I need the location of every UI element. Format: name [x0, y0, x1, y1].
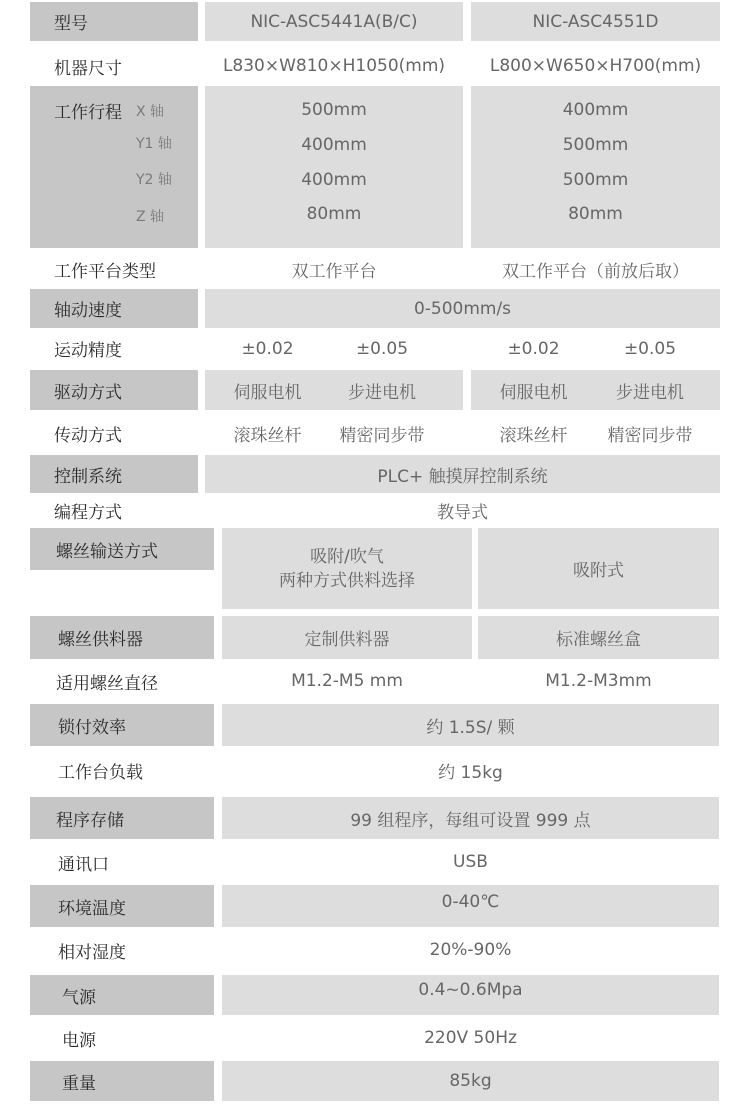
control-system-value: PLC+ 触摸屏控制系统	[205, 455, 720, 493]
label-machine-size: 机器尺寸	[54, 58, 122, 79]
label-control-system: 控制系统	[30, 455, 198, 493]
drive-value-1: 伺服电机	[233, 382, 302, 403]
axis-y2-label: Y2 轴	[136, 172, 172, 188]
label-drive-mode: 驱动方式	[30, 370, 198, 410]
screw-feeder-value-2: 标准螺丝盒	[478, 616, 719, 659]
travel-z-value-2: 80mm	[568, 204, 623, 224]
label-screw-feeding: 螺丝输送方式	[30, 528, 214, 570]
drive-value-4: 步进电机	[616, 382, 684, 403]
transmission-value-2: 精密同步带	[339, 425, 425, 446]
travel-y1-value-2: 500mm	[562, 135, 629, 155]
model-value-2: NIC-ASC4551D	[471, 2, 720, 41]
program-storage-value: 99 组程序，每组可设置 999 点	[222, 797, 719, 839]
screw-feeding-line-1: 吸附/吹气	[310, 546, 384, 567]
programming-value: 教导式	[437, 502, 488, 523]
label-motion-accuracy: 运动精度	[54, 341, 122, 361]
screw-diameter-value-2: M1.2-M3mm	[545, 671, 652, 691]
table-load-value: 约 15kg	[438, 762, 503, 783]
transmission-value-3: 滚珠丝杆	[499, 425, 568, 446]
travel-y2-value-2: 500mm	[562, 170, 629, 190]
label-weight: 重量	[30, 1061, 214, 1101]
label-table-load: 工作台负载	[58, 762, 143, 783]
drive-value-3: 伺服电机	[499, 382, 568, 403]
locking-efficiency-value: 约 1.5S/ 颗	[222, 704, 719, 746]
label-locking-efficiency: 锁付效率	[30, 704, 214, 746]
label-screw-diameter: 适用螺丝直径	[56, 673, 158, 694]
travel-x-value-2: 400mm	[562, 100, 629, 120]
axis-z-label: Z 轴	[136, 209, 165, 225]
air-source-value: 0.4~0.6Mpa	[222, 975, 719, 1015]
screw-feeding-value-1	[222, 528, 472, 609]
machine-size-value-1: L830×W810×H1050(mm)	[222, 56, 446, 76]
accuracy-value-3: ±0.02	[507, 338, 560, 359]
travel-z-value-1: 80mm	[306, 204, 362, 224]
accuracy-value-2: ±0.05	[355, 338, 409, 359]
comm-port-value: USB	[453, 852, 488, 872]
label-program-storage: 程序存储	[30, 797, 214, 839]
screw-diameter-value-1: M1.2-M5 mm	[291, 671, 403, 691]
label-screw-feeder: 螺丝供料器	[30, 616, 214, 659]
travel-y1-value-1: 400mm	[301, 135, 367, 155]
platform-type-value-1: 双工作平台	[291, 261, 377, 282]
drive-value-2: 步进电机	[348, 382, 416, 403]
screw-feeding-value-2: 吸附式	[478, 528, 719, 609]
label-axis-speed: 轴动速度	[30, 289, 198, 328]
label-comm-port: 通讯口	[58, 854, 109, 875]
platform-type-value-2: 双工作平台（前放后取）	[502, 261, 689, 282]
model-value-1: NIC-ASC5441A(B/C)	[205, 2, 463, 41]
ambient-temperature-value: 0-40℃	[222, 885, 719, 927]
screw-feeding-line-2: 两种方式供料选择	[279, 570, 415, 591]
label-travel: 工作行程	[54, 103, 122, 123]
travel-y2-value-1: 400mm	[301, 170, 367, 190]
relative-humidity-value: 20%-90%	[429, 940, 512, 960]
travel-x-value-1: 500mm	[301, 100, 367, 120]
label-model: 型号	[30, 2, 198, 41]
label-platform-type: 工作平台类型	[54, 261, 156, 282]
screw-feeder-value-1: 定制供料器	[222, 616, 472, 659]
power-supply-value: 220V 50Hz	[424, 1028, 517, 1048]
accuracy-value-4: ±0.05	[623, 338, 677, 359]
transmission-value-1: 滚珠丝杆	[233, 425, 302, 446]
weight-value: 85kg	[222, 1061, 719, 1101]
axis-y1-label: Y1 轴	[136, 136, 172, 152]
label-transmission: 传动方式	[54, 425, 122, 446]
axis-speed-value: 0-500mm/s	[205, 289, 720, 328]
axis-x-label: X 轴	[136, 104, 165, 120]
label-programming: 编程方式	[54, 502, 122, 523]
accuracy-value-1: ±0.02	[241, 338, 294, 359]
label-power-supply: 电源	[62, 1030, 96, 1051]
label-air-source: 气源	[30, 975, 214, 1015]
transmission-value-4: 精密同步带	[607, 425, 693, 446]
machine-size-value-2: L800×W650×H700(mm)	[489, 56, 702, 76]
label-relative-humidity: 相对湿度	[58, 942, 126, 963]
label-ambient-temperature: 环境温度	[30, 885, 214, 927]
